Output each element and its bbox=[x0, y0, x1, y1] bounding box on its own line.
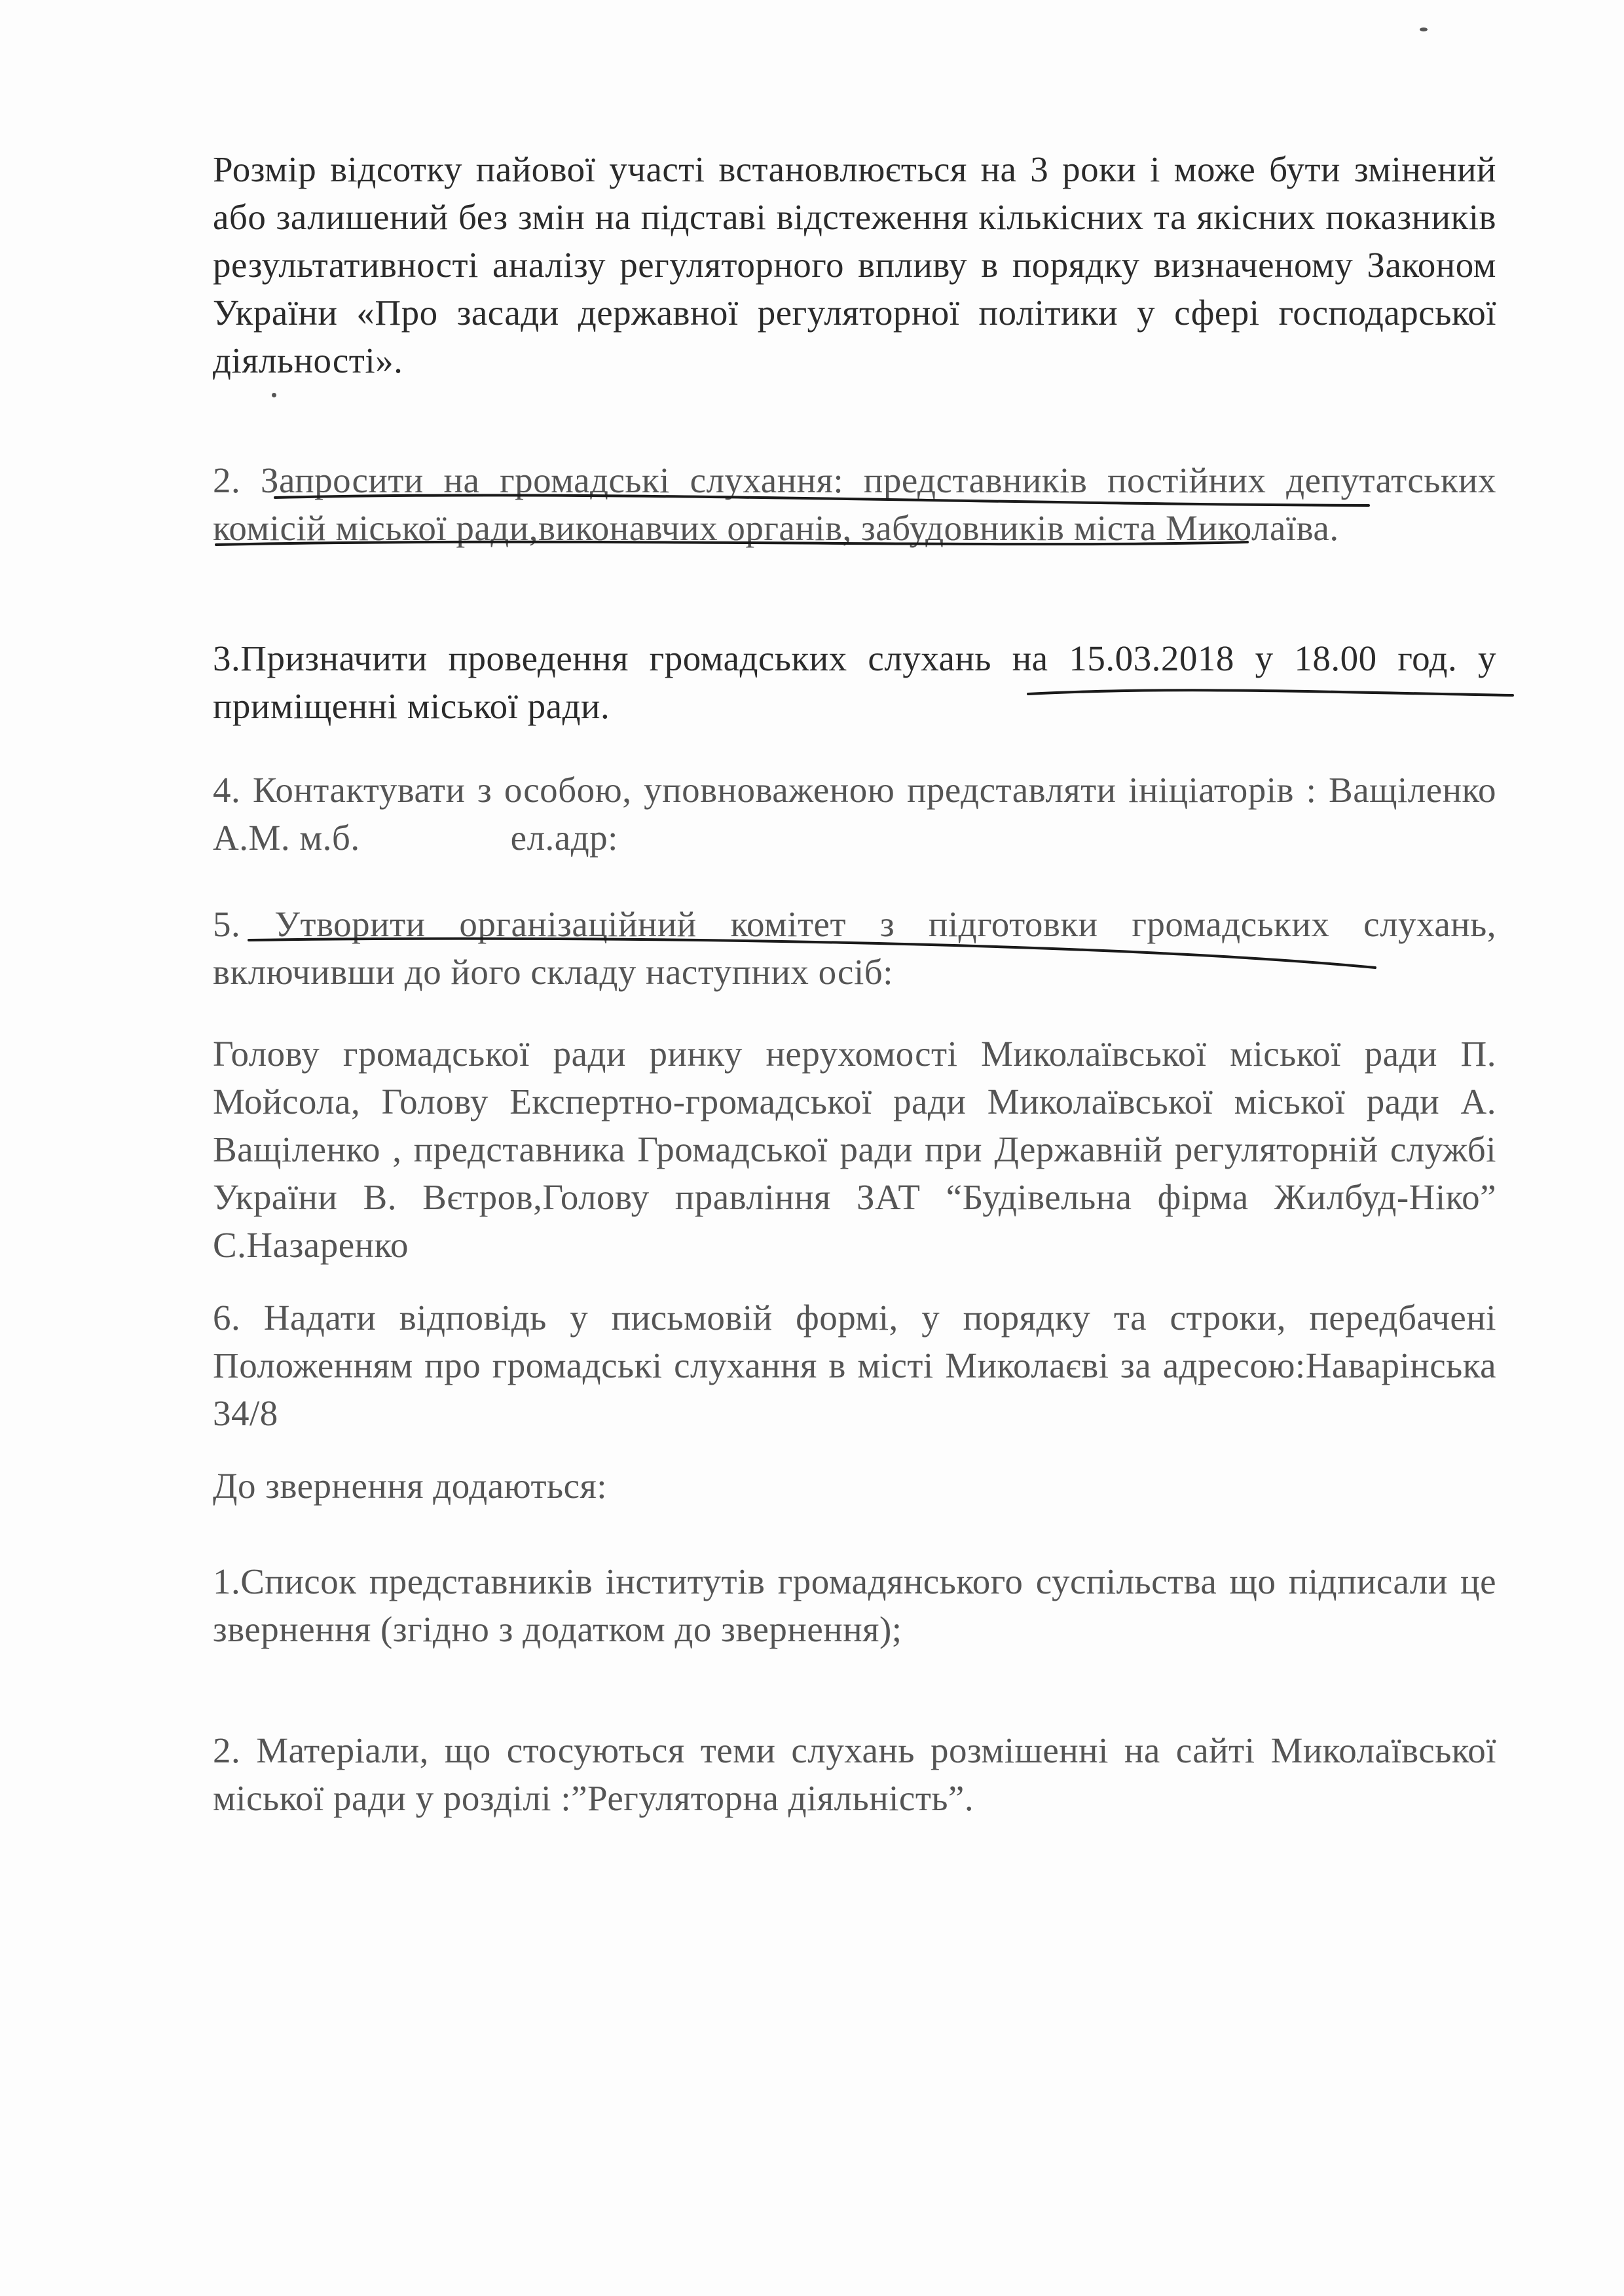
email-label: ел.адр: bbox=[510, 818, 618, 858]
paragraph-intro bbox=[213, 145, 1496, 384]
paragraph-6 bbox=[213, 1294, 1496, 1437]
paragraph-3-text: 3.Призначити проведення громадських слухань на 15.03.2018 у 18.00 год. у приміщенні міської ради. bbox=[213, 638, 1496, 726]
paragraph-members bbox=[213, 1030, 1496, 1269]
paragraph-4-text bbox=[213, 766, 1496, 862]
attachment-1 bbox=[213, 1558, 1496, 1653]
paragraph-2-text: 2. Запросити на громадські слухання: представників постійних депутатських комісій міської ради,виконавчих органів, забудовників міста Миколаїва. bbox=[213, 460, 1496, 548]
attachment-2-text: 2. Матеріали, що стосуються теми слухань розмішенні на сайті Миколаївської міської ради у розділі :”Регуляторна діяльність”. bbox=[213, 1730, 1496, 1818]
paragraph-3 bbox=[213, 634, 1496, 730]
attachment-2 bbox=[213, 1726, 1496, 1822]
paragraph-2 bbox=[213, 456, 1496, 552]
paragraph-4 bbox=[213, 766, 1496, 862]
scan-speck bbox=[1420, 27, 1428, 31]
attachments-heading-text: До звернення додаються: bbox=[213, 1466, 608, 1506]
paragraph-5 bbox=[213, 900, 1496, 996]
paragraph-5-text: 5. Утворити організаційний комітет з підготовки громадських слухань, включивши до його складу наступних осіб: bbox=[213, 904, 1496, 992]
attachment-1-text: 1.Список представників інститутів громадянського суспільства що підписали це звернення (згідно з додатком до звернення); bbox=[213, 1561, 1496, 1649]
paragraph-intro-text: Розмір відсотку пайової участі встановлюється на 3 роки і може бути змінений або залишений без змін на підставі відстеження кількісних та якісних показників результативності аналізу регуляторного впливу в порядку визначеному Законом України «Про засади державної регуляторної політики у сфері господарської діяльності». bbox=[213, 149, 1496, 380]
scan-speck bbox=[272, 393, 276, 397]
paragraph-4-main: 4. Контактувати з особою, уповноваженою представляти ініціаторів : Ващіленко А.М. м.б. bbox=[213, 770, 1496, 858]
paragraph-6-text: 6. Надати відповідь у письмовій формі, у порядку та строки, передбачені Положенням про громадські слухання в місті Миколаєві за адресою:Наварінська 34/8 bbox=[213, 1298, 1496, 1433]
paragraph-members-text: Голову громадської ради ринку нерухомості Миколаївської міської ради П. Мойсола, Голову Експертно-громадської ради Миколаївської міської ради А. Ващіленко , представника Громадської ради при Державній регуляторній службі України В. Вєтров,Голову правління ЗАТ “Будівельна фірма Жилбуд-Ніко” С.Назаренко bbox=[213, 1034, 1496, 1265]
attachments-heading bbox=[213, 1462, 1496, 1510]
